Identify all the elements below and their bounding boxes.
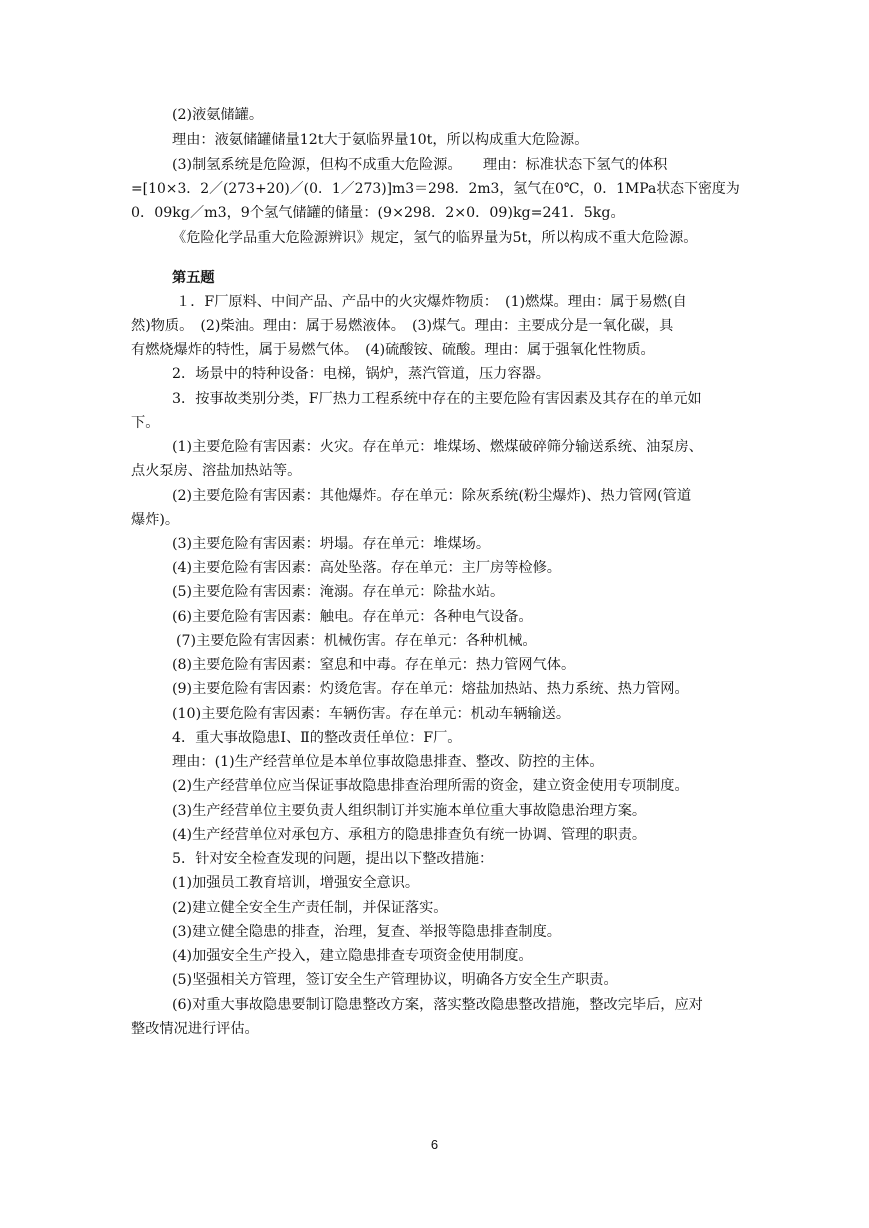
text-line: 5．针对安全检查发现的问题，提出以下整改措施：: [172, 851, 494, 867]
text-line: 下。: [131, 415, 160, 431]
text-line: (2)建立健全安全生产责任制，并保证落实。: [172, 900, 448, 916]
text-line: (4)主要危险有害因素：高处坠落。存在单元：主厂房等检修。: [172, 560, 561, 576]
text-line: (1)主要危险有害因素：火灾。存在单元：堆煤场、燃煤破碎筛分输送系统、油泵房、: [172, 439, 703, 455]
text-line: 理由：(1)生产经营单位是本单位事故隐患排查、整改、防控的主体。: [172, 754, 604, 770]
text-line: (1)加强员工教育培训，增强安全意识。: [172, 875, 420, 891]
text-line: (3)建立健全隐患的排查，治理，复查、举报等隐患排查制度。: [172, 924, 561, 940]
text-line: 有燃烧爆炸的特性，属于易燃气体。 (4)硫酸铵、硫酸。理由：属于强氧化性物质。: [131, 342, 655, 358]
text-line: (5)主要危险有害因素：淹溺。存在单元：除盐水站。: [172, 584, 505, 600]
text-line: １．F厂原料、中间产品、产品中的火灾爆炸物质： (1)燃煤。理由：属于易燃(自: [176, 294, 687, 310]
text-line: 点火泵房、溶盐加热站等。: [131, 463, 302, 479]
text-line: 2．场景中的特种设备：电梯，锅炉，蒸汽管道，压力容器。: [172, 366, 550, 382]
text-line: 然)物质。 (2)柴油。理由：属于易燃液体。 (3)煤气。理由：主要成分是一氧化碳，具: [131, 318, 674, 334]
text-line: 整改情况进行评估。: [131, 1021, 259, 1037]
text-line: (7)主要危险有害因素：机械伤害。存在单元：各种机械。: [176, 633, 537, 649]
text-line: (3)主要危险有害因素：坍塌。存在单元：堆煤场。: [172, 536, 491, 552]
text-line: 4．重大事故隐患Ⅰ、Ⅱ的整改责任单位：F厂。: [172, 730, 462, 746]
text-line: (4)生产经营单位对承包方、承租方的隐患排查负有统一协调、管理的职责。: [172, 827, 647, 843]
text-line: (3)制氢系统是危险源，但构不成重大危险源。 理由：标准状态下氢气的体积: [172, 157, 668, 173]
text-line: (6)对重大事故隐患要制订隐患整改方案，落实整改隐患整改措施，整改完毕后，应对: [172, 997, 703, 1013]
text-line: (2)主要危险有害因素：其他爆炸。存在单元：除灰系统(粉尘爆炸)、热力管网(管道: [172, 488, 692, 504]
text-line: =[10×3．2／(273+20)／(0．1／273)]m3＝298．2m3，氢气在0℃，0．1MPa状态下密度为: [131, 181, 740, 197]
text-line: (6)主要危险有害因素：触电。存在单元：各种电气设备。: [172, 609, 533, 625]
page-number: 6: [430, 1137, 439, 1152]
text-line: (3)生产经营单位主要负责人组织制订并实施本单位重大事故隐患治理方案。: [172, 803, 647, 819]
text-line: 理由：液氨储罐储量12t大于氨临界量10t，所以构成重大危险源。: [172, 132, 589, 148]
text-line: 《危险化学品重大危险源辨识》规定，氢气的临界量为5t，所以构成不重大危险源。: [172, 230, 698, 246]
text-line: 3．按事故类别分类，F厂热力工程系统中存在的主要危险有害因素及其存在的单元如: [172, 391, 702, 407]
text-line: (8)主要危险有害因素：窒息和中毒。存在单元：热力管网气体。: [172, 657, 576, 673]
section-heading: 第五题: [172, 270, 215, 286]
text-line: (5)坚强相关方管理，签订安全生产管理协议，明确各方安全生产职责。: [172, 972, 618, 988]
text-line: 爆炸)。: [131, 512, 180, 528]
text-line: (2)液氨储罐。: [172, 107, 264, 123]
text-line: (4)加强安全生产投入，建立隐患排查专项资金使用制度。: [172, 948, 533, 964]
text-line: (9)主要危险有害因素：灼烫危害。存在单元：熔盐加热站、热力系统、热力管网。: [172, 681, 689, 697]
text-line: 0．09kg／m3，9个氢气储罐的储量：(9×298．2×0．09)kg=241．5kg。: [131, 205, 625, 221]
text-line: (10)主要危险有害因素：车辆伤害。存在单元：机动车辆输送。: [172, 706, 571, 722]
text-line: (2)生产经营单位应当保证事故隐患排查治理所需的资金，建立资金使用专项制度。: [172, 778, 689, 794]
